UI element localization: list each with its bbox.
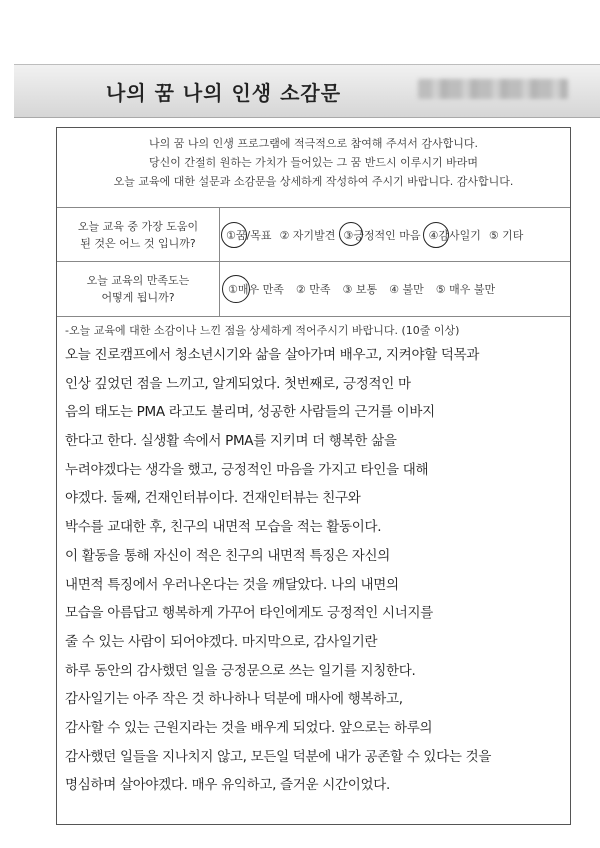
essay-line: 명심하며 살아야겠다. 매우 유익하고, 즐거운 시간이었다. — [65, 777, 390, 794]
essay-line: 하루 동안의 감사했던 일을 긍정문으로 쓰는 일기를 지칭한다. — [65, 662, 416, 679]
question-1-label: 오늘 교육 중 가장 도움이 된 것은 어느 것 입니까? — [57, 208, 220, 261]
q2-option-dissatisfied[interactable]: ④ 불만 — [389, 283, 424, 296]
essay-line: 감사했던 일들을 지나치지 않고, 모든일 덕분에 내가 공존할 수 있다는 것을 — [65, 748, 492, 765]
essay-line: 박수를 교대한 후, 친구의 내면적 모습을 적는 활동이다. — [65, 519, 382, 536]
intro-line: 당신이 간절히 원하는 가치가 들어있는 그 꿈 반드시 이루시기 바라며 — [149, 156, 478, 169]
survey-form — [56, 127, 571, 825]
q1-option-self-discovery[interactable]: ② 자기발견 — [279, 228, 336, 242]
essay-line: 이 활동을 통해 자신이 적은 친구의 내면적 특징은 자신의 — [65, 547, 390, 564]
essay-line: 인상 깊었던 점을 느끼고, 알게되었다. 첫번째로, 긍정적인 마 — [65, 375, 411, 392]
q1-option-dream-goal[interactable]: ①꿈/목표 — [226, 227, 271, 243]
page-title: 나의 꿈 나의 인생 소감문 — [106, 81, 342, 105]
essay-line: 오늘 진로캠프에서 청소년시기와 삶을 살아가며 배우고, 지켜야할 덕목과 — [65, 347, 480, 363]
selection-circle — [222, 275, 250, 303]
question-2-options — [220, 262, 570, 316]
intro-section — [57, 128, 570, 208]
selection-circle — [339, 222, 363, 246]
selection-circle — [423, 222, 449, 248]
title-bar — [14, 64, 600, 118]
q2-option-neutral[interactable]: ③ 보통 — [342, 283, 378, 296]
essay-instruction: -오늘 교육에 대한 소감이나 느낀 점을 상세하게 적어주시기 바랍니다. (10줄 이상) — [65, 324, 460, 337]
essay-line: 한다고 한다. 실생활 속에서 PMA를 지키며 더 행복한 삶을 — [65, 433, 397, 450]
essay-line: 내면적 특징에서 우러나온다는 것을 깨달았다. 나의 내면의 — [65, 576, 399, 593]
redacted-name-area — [418, 79, 568, 99]
intro-line: 오늘 교육에 대한 설문과 소감문을 상세하게 작성하여 주시기 바랍니다. 감사합니다. — [113, 175, 514, 188]
intro-line: 나의 꿈 나의 인생 프로그램에 적극적으로 참여해 주셔서 감사합니다. — [149, 137, 478, 150]
essay-line: 야겠다. 둘째, 건재인터뷰이다. 건재인터뷰는 친구와 — [65, 490, 361, 507]
question-2-label: 오늘 교육의 만족도는 어떻게 됩니까? — [57, 262, 220, 316]
q1-option-gratitude-diary[interactable]: ④감사일기 — [428, 227, 480, 243]
essay-line: 음의 태도는 PMA 라고도 불리며, 성공한 사람들의 근거를 이바지 — [65, 404, 435, 421]
question-1-options — [220, 208, 570, 261]
essay-line: 감사일기는 아주 작은 것 하나하나 덕분에 매사에 행복하고, — [65, 691, 403, 708]
q2-option-very-dissatisfied[interactable]: ⑤ 매우 불만 — [435, 283, 496, 296]
q2-option-satisfied[interactable]: ② 만족 — [295, 283, 331, 296]
q2-option-very-satisfied[interactable]: ①매우 만족 — [228, 281, 284, 297]
essay-line: 줄 수 있는 사람이 되어야겠다. 마지막으로, 감사일기란 — [65, 633, 378, 650]
selection-circle — [221, 222, 247, 248]
essay-line: 감사할 수 있는 근원지라는 것을 배우게 되었다. 앞으로는 하루의 — [65, 719, 433, 736]
q1-option-positive-mind[interactable]: ③긍정적인 마음 — [343, 227, 420, 243]
question-1-row — [57, 208, 570, 262]
essay-line: 누려야겠다는 생각을 했고, 긍정적인 마음을 가지고 타인을 대해 — [65, 461, 429, 478]
essay-line: 모습을 아름답고 행복하게 가꾸어 타인에게도 긍정적인 시너지를 — [65, 605, 433, 622]
q1-option-other[interactable]: ⑤ 기타 — [488, 228, 524, 242]
handwritten-essay — [65, 341, 563, 800]
question-2-row — [57, 262, 570, 317]
